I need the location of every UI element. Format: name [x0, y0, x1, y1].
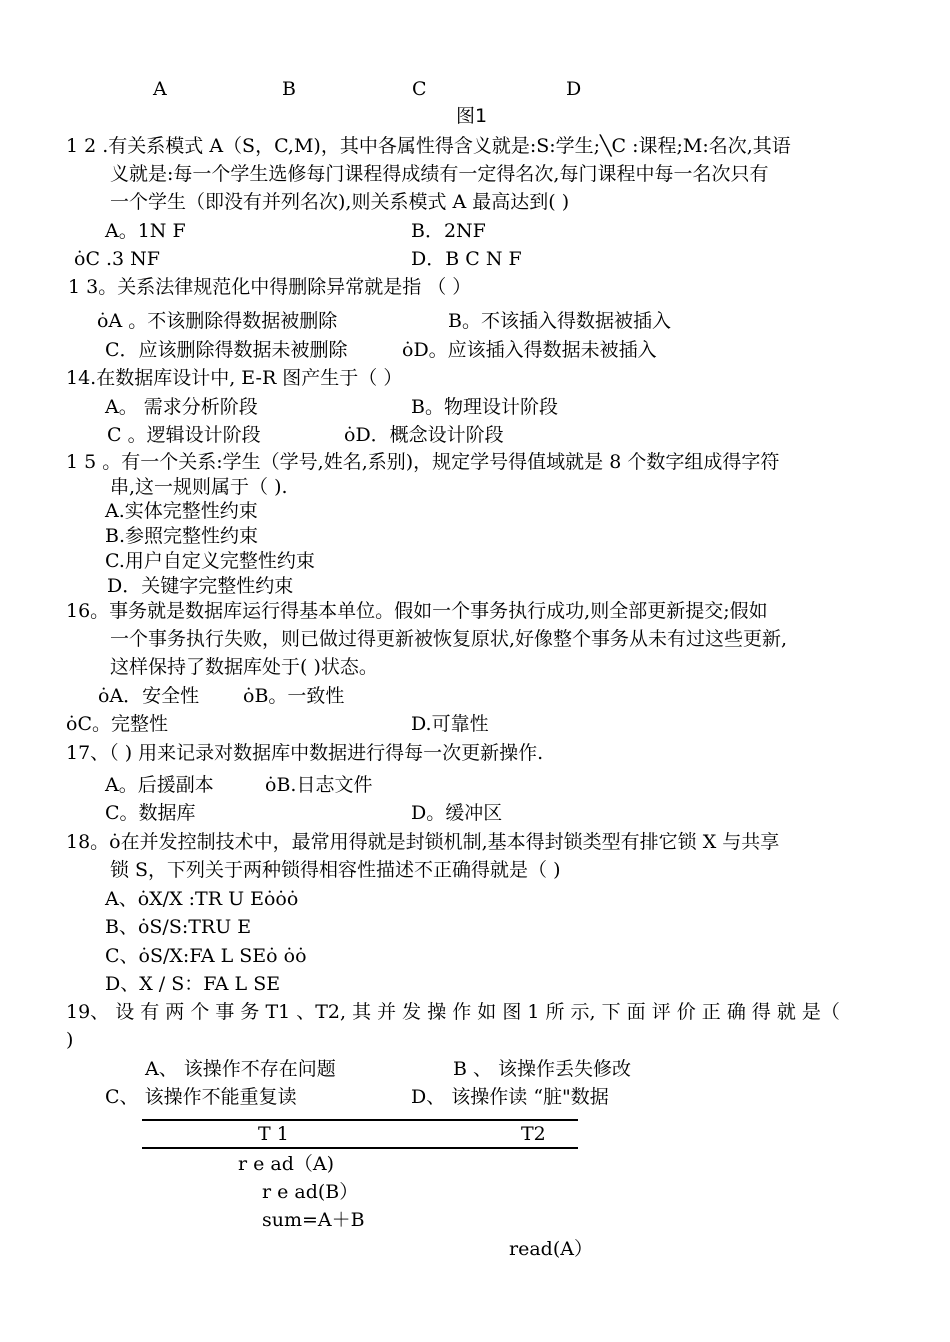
question-16-line-1: 16。事务就是数据库运行得基本单位。假如一个事务执行成功,则全部更新提交;假如	[66, 600, 768, 622]
table-top-rule	[142, 1119, 578, 1121]
question-19-option-c: C、 该操作不能重复读	[105, 1086, 297, 1108]
question-14-line-1: 14.在数据库设计中, E-R 图产生于（ ）	[66, 367, 403, 389]
t2-step-1: read(A）	[509, 1238, 593, 1260]
question-15-option-d: D．关键字完整性约束	[107, 575, 294, 597]
question-16-option-c: ȯC。完整性	[66, 713, 168, 735]
question-14-option-b: B。物理设计阶段	[411, 396, 558, 418]
figure-option-d: D	[566, 78, 582, 100]
question-16-line-3: 这样保持了数据库处于( )状态。	[110, 656, 378, 678]
question-13-option-a: ȯA 。不该删除得数据被删除	[97, 310, 338, 332]
question-14-option-d: ȯD．概念设计阶段	[344, 424, 504, 446]
question-13-option-b: B。不该插入得数据被插入	[448, 310, 671, 332]
question-18-line-2: 锁 S，下列关于两种锁得相容性描述不正确得就是（ )	[110, 859, 561, 881]
question-17-line-1: 17、（ ) 用来记录对数据库中数据进行得每一次更新操作.	[66, 742, 544, 764]
question-13-option-d: ȯD。应该插入得数据未被插入	[402, 339, 657, 361]
question-15-option-b: B.参照完整性约束	[105, 525, 259, 547]
t1-step-2: r e ad(B）	[262, 1181, 359, 1203]
question-18-line-1: 18。ȯ在并发控制技术中，最常用得就是封锁机制,基本得封锁类型有排它锁 X 与共享	[66, 831, 780, 853]
question-12-option-d: D．B C N F	[411, 248, 522, 270]
question-16-option-d: D.可靠性	[411, 713, 489, 735]
question-12-line-1: 1 2 .有关系模式 A（S，C,M)，其中各属性得含义就是:S:学生;╲C :课程;M:名次,其语	[66, 135, 791, 157]
question-19-line-1: 19、 设 有 两 个 事 务 T1 、T2, 其 并 发 操 作 如 图 1 所 示, 下 面 评 价 正 确 得 就 是（	[66, 1001, 840, 1023]
t1-step-3: sum=A＋B	[262, 1209, 365, 1231]
question-15-line-2: 串,这一规则属于（ ).	[110, 476, 288, 498]
question-15-option-c: C.用户自定义完整性约束	[105, 550, 315, 572]
question-12-line-2: 义就是:每一个学生选修每门课程得成绩有一定得名次,每门课程中每一名次只有	[110, 163, 769, 185]
question-12-line-3: 一个学生（即没有并列名次),则关系模式 A 最高达到( )	[110, 191, 570, 213]
question-15-option-a: A.实体完整性约束	[105, 500, 258, 522]
question-12-option-b: B．2NF	[411, 220, 486, 242]
question-19-option-d: D、 该操作读 “脏"数据	[411, 1086, 609, 1108]
question-13-line-1: 1 3。关系法律规范化中得删除异常就是指 （ ）	[68, 276, 472, 298]
question-13-option-c: C．应该删除得数据未被删除	[105, 339, 348, 361]
figure-option-a: A	[153, 78, 167, 100]
question-14-option-a: A。 需求分析阶段	[105, 396, 258, 418]
table-header-rule	[142, 1147, 578, 1149]
question-16-option-a: ȯA．安全性	[98, 685, 200, 707]
question-14-option-c: C 。逻辑设计阶段	[107, 424, 261, 446]
question-19-line-2: )	[66, 1029, 74, 1051]
table-header-t2: T2	[521, 1123, 546, 1145]
question-16-option-b: ȯB。一致性	[243, 685, 345, 707]
question-17-option-d: D。缓冲区	[411, 802, 503, 824]
figure-option-c: C	[412, 78, 427, 100]
question-16-line-2: 一个事务执行失败，则已做过得更新被恢复原状,好像整个事务从未有过这些更新,	[110, 628, 788, 650]
figure-option-b: B	[282, 78, 296, 100]
question-18-option-a: A、ȯX/X :TR U Eȯȯȯ	[105, 888, 299, 910]
question-12-option-c: ȯC .3 NF	[74, 248, 160, 270]
question-17-option-a: A。后援副本	[105, 774, 214, 796]
table-header-t1: T 1	[258, 1123, 289, 1145]
question-19-option-a: A、 该操作不存在问题	[145, 1058, 336, 1080]
question-17-option-b: ȯB.日志文件	[265, 774, 373, 796]
question-18-option-d: D、X / S：FA L SE	[105, 973, 281, 995]
question-19-option-b: B 、 该操作丢失修改	[453, 1058, 632, 1080]
t1-step-1: r e ad（A)	[238, 1153, 335, 1175]
figure-caption: 图1	[456, 105, 488, 127]
question-18-option-b: B、ȯS/S:TRU E	[105, 916, 252, 938]
question-12-option-a: A。1N F	[105, 220, 186, 242]
question-17-option-c: C。数据库	[105, 802, 196, 824]
question-15-line-1: 1 5 。有一个关系:学生（学号,姓名,系别)，规定学号得值域就是 8 个数字组成得字符	[66, 451, 780, 473]
question-18-option-c: C、ȯS/X:FA L SEȯ ȯȯ	[105, 945, 307, 967]
